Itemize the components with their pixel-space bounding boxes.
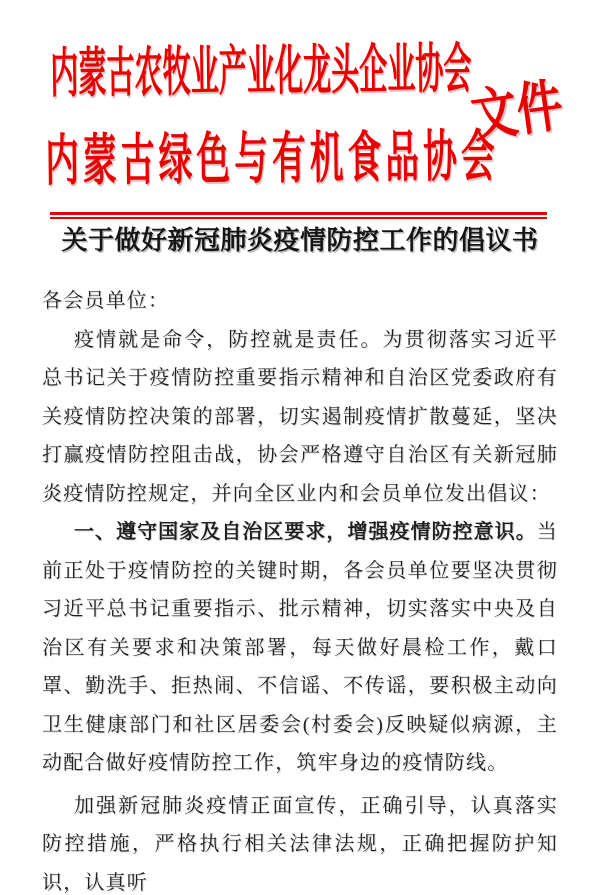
document-body — [42, 282, 558, 895]
org-name-secondary: 内蒙古绿色与有机食品协会 — [44, 126, 500, 193]
org-name-primary: 内蒙古农牧业产业化龙头企业协会 — [49, 38, 472, 104]
section-heading-lead: 一、遵守国家及自治区要求，增强疫情防控意识。 — [74, 521, 537, 543]
paragraph-3-text: 加强新冠肺炎疫情正面宣传，正确引导，认真落实防控措施，严格执行相关法律法规，正确把握防护知识，认真听 — [42, 794, 558, 894]
document-title: 关于做好新冠肺炎疫情防控工作的倡议书 — [61, 226, 539, 255]
paragraph-2-text: 当前正处于疫情防控的关键时期，各会员单位要坚决贯彻习近平总书记重要指示、批示精神，切实落实中央及自治区有关要求和决策部署，每天做好晨检工作，戴口罩、勤洗手、拒热闹、不信谣、不传谣，要积极主动向卫生健康部门和社区居委会(村委会)反映疑似病源，主动配合做好疫情防控工作，筑牢身边的疫情防线。 — [42, 521, 558, 774]
doc-type-label: 文件 — [467, 74, 567, 150]
body-paragraph-2 — [42, 513, 558, 783]
body-paragraph-3 — [42, 787, 558, 895]
paragraph-1-text: 疫情就是命令，防控就是责任。为贯彻落实习近平总书记关于疫情防控重要指示精神和自治区党委政府有关疫情防控决策的部署，切实遏制疫情扩散蔓延，坚决打赢疫情防控阻击战，协会严格遵守自治区有关新冠肺炎疫情防控规定，并向全区业内和会员单位发出倡议： — [42, 328, 558, 505]
letterhead-divider — [50, 212, 547, 219]
salutation: 各会员单位： — [42, 290, 170, 312]
body-paragraph-1 — [42, 321, 558, 514]
